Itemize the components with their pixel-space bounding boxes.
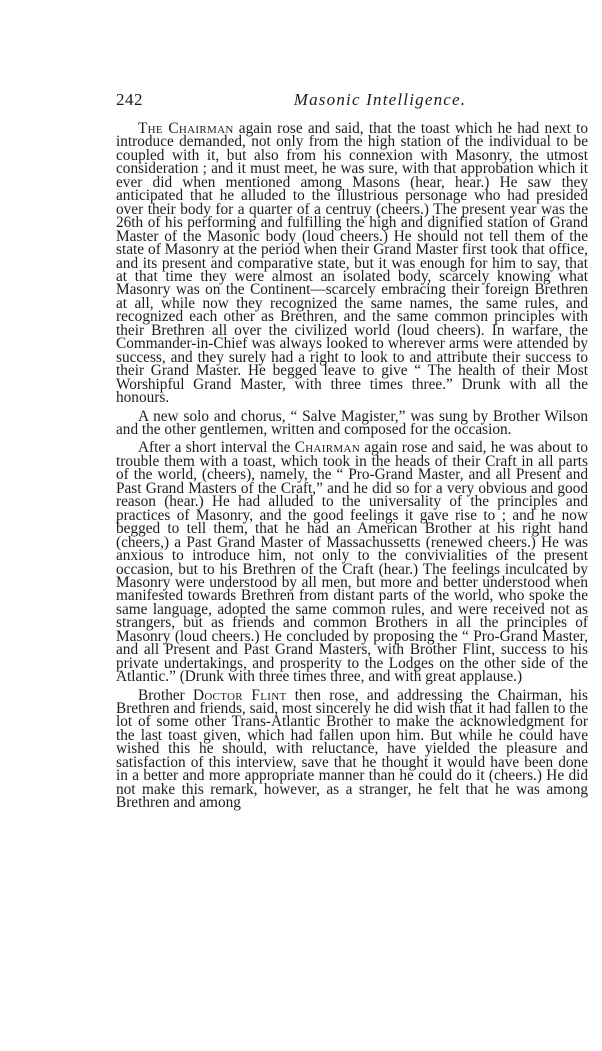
page-number: 242	[116, 90, 143, 109]
paragraph-doctor-flint-reply	[116, 686, 589, 812]
paragraph-text: again rose and said, that the toast which he had next to introduce demanded, not only from the high station of the individual to be coupled with it, but also from his connexion with Masonry, the utmost consideration ; and it must meet, he was sure, with that approbation which it ever did when mentioned among Masons (hear, hear.) He saw they anticipated that he alluded to the illustrious personage who had presided over their body for a quarter of a centruy (cheers.) The present year was the 26th of his performing and fulfilling the high and dignified station of Grand Master of the Masonic body (loud cheers.) He should not tell them of the state of Masonry at the period when their Grand Master first took that office, and its present and comparative state, but it was enough for him to say, that at that time they were almost an isolated body, scarcely knowing what Masonry was on the Continent—scarcely embracing their foreign Brethren at all, while now they recognized the same names, the same rules, and recognized each other as Brethren, and the same common principles with their Brethren all over the civilized world (loud cheers). In warfare, the Commander-in-Chief was always looked to wherever arms were attended by success, and they surely had a right to look to and attribute their success to their Grand Master. He begged leave to give “ The health of their Most Worshipful Grand Master, with three times three.” Drunk with all the honours.	[116, 120, 588, 407]
paragraph-chairman-toast	[116, 122, 588, 405]
paragraph-pro-grand-master-toast	[116, 439, 588, 686]
speaker-name: Doctor Flint	[192, 686, 287, 704]
running-title: Masonic Intelligence.	[293, 90, 467, 109]
page-header	[116, 90, 588, 116]
paragraph-lead: Brother	[138, 686, 193, 704]
paragraph-lead: After a short interval the	[138, 439, 295, 457]
paragraph-text: then rose, and addressing the Chairman, his Brethren and friends, said, most sincerely he did wish that it had fallen to the lot of some other Trans-Atlantic Brother to make the acknowledgment for the last toast given, which had fallen upon him. But while he could have wished this he should, with reluctance, have yielded the pleasure and satisfaction of this interview, save that he thought it would have been done in a better and more appropriate manner than he could do it (cheers.) He did not make this remark, however, as a stranger, he felt that he was among Brethren and among	[116, 686, 589, 812]
speaker-name: Chairman	[294, 439, 360, 457]
speaker-name: The Chairman	[138, 120, 234, 137]
paragraph-text: again rose and said, he was about to trouble them with a toast, which took in the heads of their Craft in all parts of the world, (cheers), namely, the “ Pro-Grand Master, and all Present and Past Grand Masters of the Craft,” and he did so for a very obvious and good reason (hear.) He had alluded to the universality of the principles and practices of Masonry, and the good feelings it gave rise to ; and he now begged to tell them, that he had an American Brother at his right hand (cheers,) a Past Grand Master of Massachussetts (renewed cheers.) He was anxious to introduce him, not only to the convivialities of the present occasion, but to his Brethren of the Craft (hear.) The feelings inculcated by Masonry were understood by all men, but more and better understood when manifested towards Brethren from distant parts of the world, who spoke the same language, adopted the same common rules, and were received not as strangers, but as friends and common Brothers in all the principles of Masonry (loud cheers.) He concluded by proposing the “ Pro-Grand Master, and all Present and Past Grand Masters, with Brother Flint, success to his private undertakings, and prosperity to the Lodges on the other side of the Atlantic.” (Drunk with three times three, and with great applause.)	[116, 439, 588, 686]
article-body	[116, 122, 588, 815]
paragraph-solo-chorus	[116, 407, 588, 438]
paragraph-text: A new solo and chorus, “ Salve Magister,” was sung by Brother Wilson and the other gentlemen, written and composed for the occasion.	[116, 407, 588, 438]
